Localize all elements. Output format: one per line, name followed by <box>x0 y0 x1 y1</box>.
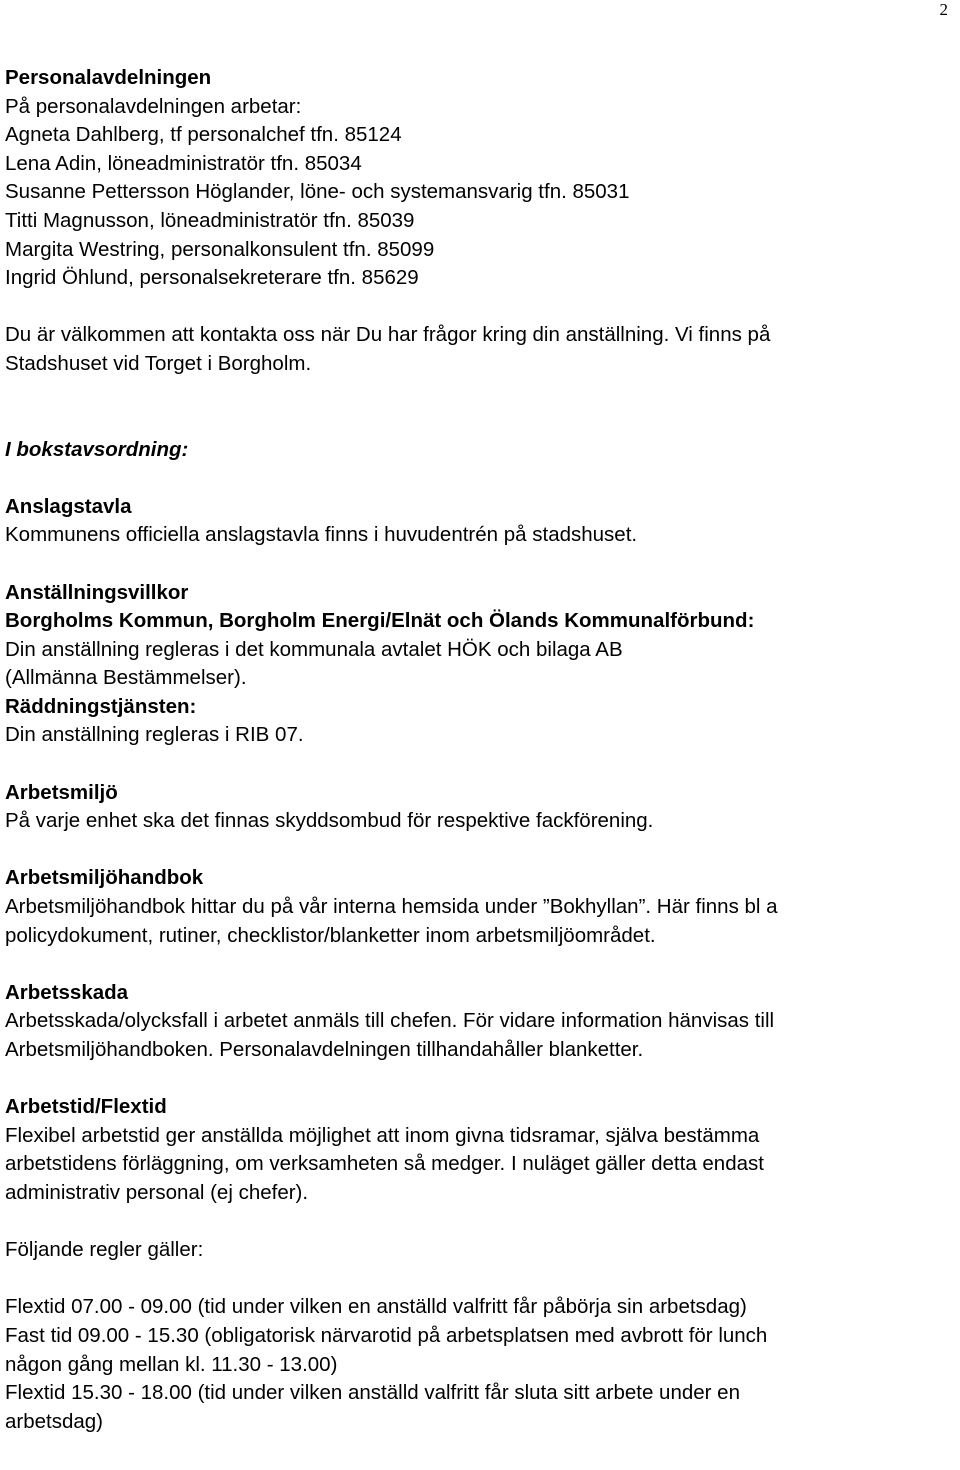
section-arbetsskada <box>5 979 953 1065</box>
section-text-line: (Allmänna Bestämmelser). <box>5 666 247 690</box>
section-text-line: Arbetsskada/olycksfall i arbetet anmäls till chefen. För vidare information hänvisas till <box>5 1009 775 1033</box>
section-text-line: Arbetsmiljöhandboken. Personalavdelningen tillhandahåller blanketter. <box>5 1038 644 1061</box>
section-text-line: Flexibel arbetstid ger anställda möjlighet att inom givna tidsramar, själva bestämma <box>5 1123 760 1147</box>
section-arbetsmiljohandbok <box>5 864 953 950</box>
staff-entry: Ingrid Öhlund, personalsekreterare tfn. 85629 <box>5 266 419 290</box>
document-body <box>5 64 953 1436</box>
section-heading-arbetsskada: Arbetsskada <box>5 980 129 1004</box>
welcome-text-line: Du är välkommen att kontakta oss när Du har frågor kring din anställning. Vi finns på <box>5 323 771 347</box>
welcome-text-line: Stadshuset vid Torget i Borgholm. <box>5 351 312 375</box>
section-heading-arbetsmiljo: Arbetsmiljö <box>5 780 118 804</box>
section-anslagstavla <box>5 493 953 550</box>
rule-line: Flextid 15.30 - 18.00 (tid under vilken anställd valfritt får sluta sitt arbete under en <box>5 1381 740 1405</box>
section-text-line: policydokument, rutiner, checklistor/blanketter inom arbetsmiljöområdet. <box>5 923 656 947</box>
section-heading-personalavdelningen: Personalavdelningen <box>5 66 212 89</box>
rule-line: Flextid 07.00 - 09.00 (tid under vilken en anställd valfritt får påbörja sin arbetsdag) <box>5 1295 747 1319</box>
section-heading-anstallningsvillkor: Anställningsvillkor <box>5 580 189 604</box>
rules-intro: Följande regler gäller: <box>5 1238 204 1262</box>
section-text: På varje enhet ska det finnas skyddsombud för respektive fackförening. <box>5 809 654 833</box>
section-anstallningsvillkor <box>5 579 953 751</box>
section-text: Kommunens officiella anslagstavla finns i huvudentrén på stadshuset. <box>5 523 638 547</box>
staff-entry: Agneta Dahlberg, tf personalchef tfn. 85124 <box>5 123 402 147</box>
rule-line: någon gång mellan kl. 11.30 - 13.00) <box>5 1352 338 1376</box>
section-personalavdelningen <box>5 64 953 379</box>
staff-entry: Margita Westring, personalkonsulent tfn. 85099 <box>5 237 435 261</box>
page-number: 2 <box>939 0 948 19</box>
staff-entry: Susanne Pettersson Höglander, löne- och systemansvarig tfn. 85031 <box>5 180 630 204</box>
section-text-line: Din anställning regleras i RIB 07. <box>5 723 304 747</box>
staff-entry: Titti Magnusson, löneadministratör tfn. 85039 <box>5 208 415 232</box>
staff-intro: På personalavdelningen arbetar: <box>5 94 302 118</box>
section-heading-arbetsmiljohandbok: Arbetsmiljöhandbok <box>5 866 204 890</box>
rule-line: arbetsdag) <box>5 1409 104 1433</box>
section-heading-arbetstid: Arbetstid/Flextid <box>5 1095 167 1119</box>
staff-entry: Lena Adin, löneadministratör tfn. 85034 <box>5 151 362 175</box>
section-text-line: Din anställning regleras i det kommunala avtalet HÖK och bilaga AB <box>5 637 623 661</box>
alphabetical-heading: I bokstavsordning: <box>5 437 189 461</box>
subheading-raddningstjansten: Räddningstjänsten: <box>5 694 197 718</box>
rule-line: Fast tid 09.00 - 15.30 (obligatorisk närvarotid på arbetsplatsen med avbrott för lunch <box>5 1323 768 1347</box>
section-text-line: administrativ personal (ej chefer). <box>5 1180 309 1204</box>
section-arbetsmiljo <box>5 779 953 836</box>
section-text-line: Arbetsmiljöhandbok hittar du på vår interna hemsida under ”Bokhyllan”. Här finns bl a <box>5 895 778 919</box>
subheading-borgholms-kommun: Borgholms Kommun, Borgholm Energi/Elnät och Ölands Kommunalförbund: <box>5 609 755 633</box>
section-arbetstid <box>5 1093 953 1436</box>
section-heading-anslagstavla: Anslagstavla <box>5 494 132 518</box>
section-text-line: arbetstidens förläggning, om verksamheten så medger. I nuläget gäller detta endast <box>5 1152 764 1176</box>
